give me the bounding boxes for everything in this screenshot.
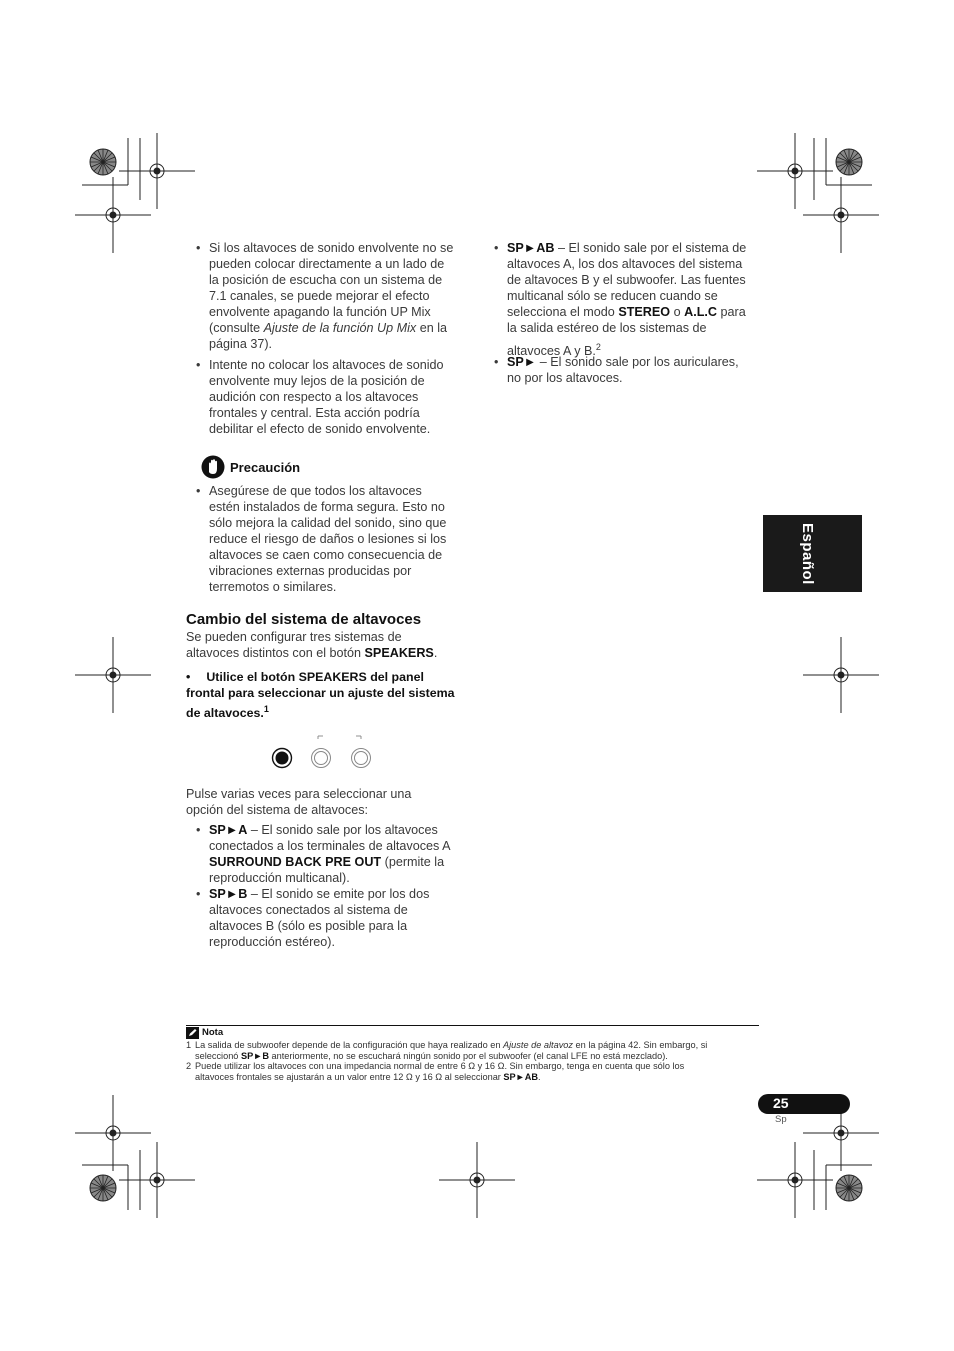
notes-title: Nota xyxy=(202,1027,224,1038)
speakers-button-panel xyxy=(268,733,378,773)
upmix-reference: Ajuste de la función Up Mix xyxy=(263,321,417,335)
option-sp-a: • SP►A – El sonido sale por los altavoces conectados a los terminales de altavoces A SURROUND BACK PRE OUT (permite la reproducción multicanal). xyxy=(196,823,451,885)
speakers-button-icon xyxy=(273,749,292,768)
option-sp-b: • SP►B – El sonido se emite por los dos altavoces conectados al sistema de altavoces B (sólo es posible para la reproducción estéreo). xyxy=(196,887,430,949)
step-instruction: • Utilice el botón SPEAKERS del panel frontal para seleccionar un ajuste del sistema de altavoces.$^1$ xyxy=(186,670,455,721)
note-pencil-icon xyxy=(186,1027,199,1039)
option-sp-ab: • SP►AB – El sonido sale por el sistema de altavoces A, los dos altavoces del sistema de altavoces B y el subwoofer. Las fuentes multicanal sólo se reducen cuando se selecciona el modo STEREO o A.L.C para la salida estéreo de los sistemas de altavoces A y B.$^2$ xyxy=(494,241,747,359)
caution-hand-icon xyxy=(201,455,225,479)
registration-star-icon xyxy=(90,149,116,175)
section-intro: Se pueden configurar tres sistemas de altavoces distintos con el botón SPEAKERS. xyxy=(186,630,438,660)
caution-title: Precaución xyxy=(230,460,301,475)
notes-divider xyxy=(186,1025,759,1026)
bullet-caution: • Asegúrese de que todos los altavoces estén instalados de forma segura. Esto no sólo mejora la calidad del sonido, sino que reduce el riesgo de daños o lesiones si los altavoces se caen como consecuencia de vibraciones externas producidas por terremotos o similares. xyxy=(196,484,447,594)
bullet-distance: • Intente no colocar los altavoces de sonido envolvente muy lejos de la posición de audición con respecto a los altavoces frontales y central. Esta acción podría debilitar el efecto de sonido envolvente. xyxy=(196,358,444,436)
footnote-2: 2 Puede utilizar los altavoces con una impedancia normal de entre 6 Ω y 16 Ω. Sin embargo, tenga en cuenta que sólo los altavoces frontales se ajustarán a un valor entre 12 Ω y 16 Ω al seleccionar SP►AB. xyxy=(186,1061,685,1082)
page-lang-code: Sp xyxy=(775,1114,787,1125)
bullet-upmix: • Si los altavoces de sonido envolvente no se pueden colocar directamente a un lado de la posición de escucha con un sistema de 7.1 canales, se puede mejorar el efecto envolvente apagando la función UP Mix (consulte Ajuste de la función Up Mix en la página 37). xyxy=(196,241,454,351)
language-tab: Español xyxy=(763,515,862,592)
section-heading: Cambio del sistema de altavoces xyxy=(186,611,422,628)
press-instruction: Pulse varias veces para seleccionar una opción del sistema de altavoces: xyxy=(186,787,412,817)
page-number-badge: 25 xyxy=(758,1094,850,1114)
footnote-1: 1 La salida de subwoofer depende de la configuración que haya realizado en Ajuste de altavoz en la página 42. Sin embargo, si seleccionó SP►B anteriormente, no se escuchará ningún sonido por el subwoofer (el canal LFE no está mezclado). xyxy=(186,1040,708,1061)
option-sp-off: • SP► – El sonido sale por los auriculares, no por los altavoces. xyxy=(494,355,739,385)
